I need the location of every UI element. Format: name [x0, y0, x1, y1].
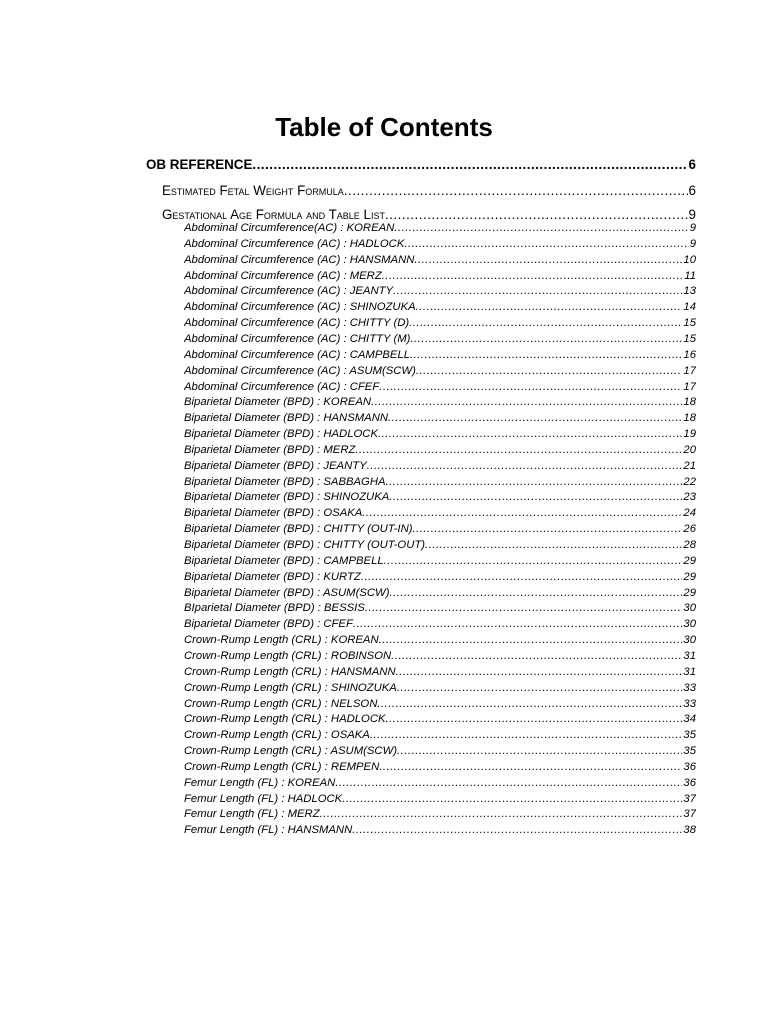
toc-entry-label: Crown-Rump Length (CRL) : ASUM(SCW): [184, 745, 398, 758]
toc-entry-page-number: 23: [683, 491, 696, 504]
dot-leader: [389, 490, 682, 505]
dot-leader: [388, 411, 682, 426]
dot-leader: [386, 712, 683, 727]
dot-leader: [389, 586, 682, 601]
toc-entry-label: BIparietal Diameter (BPD) : BESSIS: [184, 602, 365, 615]
toc-item-entry[interactable]: [184, 522, 696, 537]
dot-leader: [379, 760, 682, 775]
dot-leader: [425, 538, 682, 553]
toc-entry-page-number: 17: [683, 380, 696, 393]
dot-leader: [367, 459, 683, 474]
toc-entry-page-number: 34: [683, 713, 696, 726]
dot-leader: [396, 665, 683, 680]
toc-item-entry[interactable]: [184, 728, 696, 743]
dot-leader: [379, 380, 682, 395]
toc-entry-label: Abdominal Circumference (AC) : SHINOZUKA: [184, 301, 416, 314]
toc-entry-label: Abdominal Circumference (AC) : ASUM(SCW): [184, 364, 416, 377]
dot-leader: [344, 182, 688, 200]
toc-entry-page-number: 33: [683, 681, 696, 694]
toc-item-entry[interactable]: [184, 221, 696, 236]
dot-leader: [342, 792, 682, 807]
dot-leader: [409, 316, 682, 331]
toc-entry-page-number: 13: [683, 285, 696, 298]
toc-item-entry[interactable]: [184, 744, 696, 759]
toc-item-entry[interactable]: [184, 586, 696, 601]
toc-entry-label: Femur Length (FL) : KOREAN: [184, 776, 336, 789]
dot-leader: [379, 633, 683, 648]
toc-entry-label: Abdominal Circumference (AC) : CHITTY (M): [184, 332, 411, 345]
toc-item-entry[interactable]: [184, 490, 696, 505]
toc-entry-label: Biparietal Diameter (BPD) : HANSMANN: [184, 412, 389, 425]
toc-entry-label: Biparietal Diameter (BPD) : CHITTY (OUT-IN): [184, 523, 413, 536]
dot-leader: [397, 681, 683, 696]
toc-entry-page-number: 29: [683, 570, 696, 583]
toc-entry-label: Biparietal Diameter (BPD) : SHINOZUKA: [184, 491, 390, 504]
toc-entry-label: Femur Length (FL) : HANSMANN: [184, 824, 353, 837]
toc-entry-label: OB REFERENCE: [146, 157, 253, 172]
toc-entry-page-number: 10: [683, 253, 696, 266]
toc-entry-label: Biparietal Diameter (BPD) : SABBAGHA: [184, 475, 386, 488]
dot-leader: [404, 237, 688, 252]
toc-entry-label: Biparietal Diameter (BPD) : JEANTY: [184, 459, 367, 472]
toc-item-entry[interactable]: [184, 475, 696, 490]
dot-leader: [382, 269, 684, 284]
toc-entry-label: Crown-Rump Length (CRL) : HANSMANN: [184, 665, 396, 678]
toc-entry-page-number: 18: [683, 412, 696, 425]
toc-item-entry[interactable]: [184, 459, 696, 474]
dot-leader: [394, 221, 688, 236]
toc-item-entry[interactable]: [184, 332, 696, 347]
dot-leader: [410, 332, 682, 347]
toc-entry-page-number: 21: [683, 459, 696, 472]
toc-entry-page-number: 9: [689, 222, 696, 234]
toc-entry-label: Femur Length (FL) : HADLOCK: [184, 792, 343, 805]
toc-entry-label: Abdominal Circumference (AC) : CFEF: [184, 380, 380, 393]
toc-entry-label: Crown-Rump Length (CRL) : KOREAN: [184, 634, 379, 647]
toc-entry-page-number: 6: [688, 183, 696, 198]
toc-item-entry[interactable]: [184, 823, 696, 838]
toc-entry-page-number: 24: [683, 507, 696, 520]
toc-entry-page-number: 15: [683, 332, 696, 345]
toc-item-entry[interactable]: [184, 792, 696, 807]
toc-entry-label: Abdominal Circumference (AC) : HADLOCK: [184, 237, 405, 250]
toc-entry-page-number: 36: [683, 776, 696, 789]
toc-item-entry[interactable]: [184, 633, 696, 648]
dot-leader: [320, 807, 683, 822]
dot-leader: [335, 776, 682, 791]
toc-entry-page-number: 14: [683, 301, 696, 314]
toc-entry-label: Abdominal Circumference (AC) : CHITTY (D): [184, 317, 410, 330]
toc-entry-label: Femur Length (FL) : MERZ: [184, 808, 320, 821]
toc-entry-page-number: 31: [683, 665, 696, 678]
toc-entry-page-number: 36: [683, 760, 696, 773]
toc-item-entry[interactable]: [184, 712, 696, 727]
dot-leader: [370, 728, 683, 743]
toc-chapter-entry[interactable]: [146, 156, 696, 174]
dot-leader: [393, 284, 682, 299]
toc-entry-page-number: 30: [683, 602, 696, 615]
toc-entry-label: Abdominal Circumference (AC) : HANSMANN: [184, 253, 415, 266]
toc-item-entry[interactable]: [184, 681, 696, 696]
dot-leader: [386, 475, 683, 490]
toc-section-entry[interactable]: [162, 182, 696, 200]
toc-entry-page-number: 15: [683, 317, 696, 330]
toc-entry-page-number: 6: [688, 157, 696, 172]
toc-entry-page-number: 26: [683, 523, 696, 536]
toc-item-entry[interactable]: [184, 237, 696, 252]
toc-entry-label: Estimated Fetal Weight Formula: [162, 183, 344, 198]
toc-entry-page-number: 29: [683, 554, 696, 567]
toc-item-entry[interactable]: [184, 364, 696, 379]
toc-entry-label: Crown-Rump Length (CRL) : ROBINSON: [184, 649, 392, 662]
toc-entry-page-number: 35: [683, 729, 696, 742]
toc-entry-page-number: 37: [683, 792, 696, 805]
toc-entry-page-number: 19: [683, 428, 696, 441]
dot-leader: [377, 697, 682, 712]
dot-leader: [416, 364, 683, 379]
dot-leader: [384, 554, 683, 569]
toc-item-entry[interactable]: [184, 649, 696, 664]
toc-entry-label: Crown-Rump Length (CRL) : REMPEN: [184, 760, 380, 773]
toc-entry-label: Biparietal Diameter (BPD) : ASUM(SCW): [184, 586, 390, 599]
toc-entry-page-number: 30: [683, 634, 696, 647]
toc-entry-label: Crown-Rump Length (CRL) : HADLOCK: [184, 713, 386, 726]
toc-item-entry[interactable]: [184, 554, 696, 569]
toc-item-entry[interactable]: [184, 807, 696, 822]
dot-leader: [371, 395, 682, 410]
dot-leader: [416, 300, 683, 315]
toc-entry-page-number: 28: [683, 539, 696, 551]
toc-entry-page-number: 37: [683, 808, 696, 821]
toc-entry-label: Gestational Age Formula and Table List: [162, 207, 385, 222]
dot-leader: [410, 348, 682, 363]
dot-leader: [378, 427, 682, 442]
toc-entry-label: Biparietal Diameter (BPD) : CHITTY (OUT-OUT): [184, 539, 426, 551]
page-title: Table of Contents: [275, 112, 493, 142]
toc-entry-page-number: 30: [683, 618, 696, 631]
toc-entry-page-number: 29: [683, 586, 696, 599]
toc-entry-page-number: 9: [689, 237, 696, 250]
toc-entry-label: Abdominal Circumference(AC) : KOREAN: [184, 222, 395, 234]
toc-entry-label: Biparietal Diameter (BPD) : CAMPBELL: [184, 554, 384, 567]
toc-entry-page-number: 35: [683, 745, 696, 758]
toc-item-entry[interactable]: [184, 284, 696, 299]
toc-entry-page-number: 17: [683, 364, 696, 377]
dot-leader: [355, 443, 682, 458]
toc-entry-page-number: 33: [683, 697, 696, 710]
dot-leader: [365, 601, 683, 616]
toc-item-entry[interactable]: [184, 316, 696, 331]
toc-entry-label: Abdominal Circumference (AC) : CAMPBELL: [184, 348, 411, 361]
toc-entry-label: Biparietal Diameter (BPD) : OSAKA: [184, 507, 363, 520]
toc-item-entry[interactable]: [184, 760, 696, 775]
toc-entry-label: Biparietal Diameter (BPD) : CFEF: [184, 618, 353, 631]
toc-entry-page-number: 31: [683, 649, 696, 662]
toc-item-entry[interactable]: [184, 427, 696, 442]
toc-entry-label: Crown-Rump Length (CRL) : SHINOZUKA: [184, 681, 397, 694]
toc-entry-page-number: 16: [683, 348, 696, 361]
toc-item-entry[interactable]: [184, 665, 696, 680]
toc-entry-label: Crown-Rump Length (CRL) : OSAKA: [184, 729, 370, 742]
toc-entry-page-number: 20: [683, 443, 696, 456]
toc-entry-page-number: 18: [683, 396, 696, 409]
toc-item-entry[interactable]: [184, 300, 696, 315]
toc-item-entry[interactable]: [184, 538, 696, 553]
toc-item-entry[interactable]: [184, 411, 696, 426]
toc-entry-label: Biparietal Diameter (BPD) : HADLOCK: [184, 428, 378, 441]
toc-entry-label: Biparietal Diameter (BPD) : KOREAN: [184, 396, 372, 409]
dot-leader: [252, 156, 687, 174]
dot-leader: [362, 506, 682, 521]
dot-leader: [353, 617, 683, 632]
toc-entry-page-number: 11: [684, 269, 696, 282]
toc-entry-page-number: 38: [683, 824, 696, 837]
toc-item-entry[interactable]: [184, 443, 696, 458]
dot-leader: [414, 253, 682, 268]
toc-item-entry[interactable]: [184, 380, 696, 395]
toc-entry-label: Biparietal Diameter (BPD) : KURTZ: [184, 570, 361, 583]
toc-item-entry[interactable]: [184, 506, 696, 521]
toc-entry-label: Abdominal Circumference (AC) : JEANTY: [184, 285, 394, 298]
toc-item-entry[interactable]: [184, 697, 696, 712]
toc-entry-label: Biparietal Diameter (BPD) : MERZ: [184, 443, 356, 456]
toc-item-entry[interactable]: [184, 348, 696, 363]
dot-leader: [391, 649, 682, 664]
dot-leader: [361, 570, 683, 585]
dot-leader: [352, 823, 682, 838]
toc-item-entry[interactable]: [184, 253, 696, 268]
toc-entry-page-number: 22: [683, 475, 696, 488]
toc-entry-page-number: 9: [688, 207, 696, 222]
toc-item-entry[interactable]: [184, 617, 696, 632]
toc-item-entry[interactable]: [184, 601, 696, 616]
toc-item-entry[interactable]: [184, 776, 696, 791]
dot-leader: [413, 522, 683, 537]
toc-item-entry[interactable]: [184, 570, 696, 585]
toc-entry-label: Abdominal Circumference (AC) : MERZ: [184, 269, 382, 282]
dot-leader: [397, 744, 682, 759]
toc-entry-label: Crown-Rump Length (CRL) : NELSON: [184, 697, 378, 710]
toc-item-entry[interactable]: [184, 395, 696, 410]
toc-item-entry[interactable]: [184, 269, 696, 284]
